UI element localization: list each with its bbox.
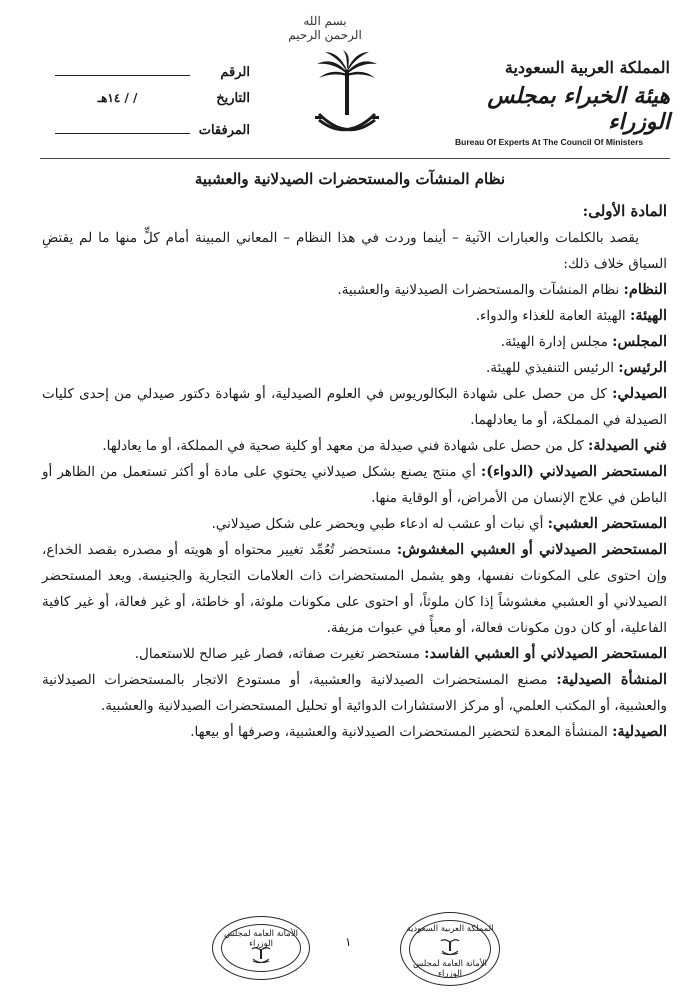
reference-fields	[45, 62, 250, 149]
definition-item	[42, 719, 667, 745]
emblem-icon	[251, 945, 271, 965]
definition-text: الرئيس التنفيذي للهيئة.	[486, 360, 614, 376]
definition-term: المستحضر الصيدلاني أو العشبي الفاسد:	[424, 645, 667, 662]
definition-text: مصنع المستحضرات الصيدلانية والعشبية، أو مستودع الاتجار بالمستحضرات الصيدلانية والعشبية، أو المكتب العلمي، أو مركز الاستشارات الدوائية أو تحليل المستحضرات الصيدلانية والعشبية.	[42, 672, 667, 714]
bureau-name-arabic: هيئة الخبراء بمجلس الوزراء	[487, 83, 670, 135]
definition-item	[42, 381, 667, 433]
definition-term: الصيدلي:	[612, 385, 667, 402]
definition-text: المنشأة المعدة لتحضير المستحضرات الصيدلانية والعشبية، وصرفها أو بيعها.	[190, 724, 608, 740]
number-field	[45, 62, 250, 91]
definition-term: المستحضر الصيدلاني أو العشبي المغشوش:	[396, 541, 667, 558]
official-seal-right	[400, 912, 500, 986]
definition-text: مستحضر تغيرت صفاته، فصار غير صالح للاستعمال.	[134, 646, 420, 662]
definition-term: الصيدلية:	[612, 723, 667, 740]
definition-term: فني الصيدلة:	[588, 437, 667, 454]
header-divider	[40, 158, 670, 159]
definition-term: المستحضر العشبي:	[547, 515, 667, 532]
definition-text: أي نبات أو عشب له ادعاء طبي ويحضر على شكل صيدلاني.	[211, 516, 544, 532]
definition-text: كل من حصل على شهادة البكالوريوس في العلوم الصيدلية، أو شهادة دكتور صيدلي من إحدى كليات الصيدلة في المملكة، أو ما يعادلهما.	[42, 386, 667, 428]
definition-term: المنشأة الصيدلية:	[556, 671, 667, 688]
number-line	[55, 62, 190, 76]
definition-item	[42, 355, 667, 381]
number-label: الرقم	[220, 65, 250, 80]
definition-term: المجلس:	[612, 333, 667, 350]
definition-item	[42, 277, 667, 303]
definition-item	[42, 303, 667, 329]
document-body	[42, 198, 667, 745]
definition-term: الهيئة:	[629, 307, 667, 324]
definition-item	[42, 537, 667, 641]
seal-right-bottom-text: الأمانة العامة لمجلس الوزراء	[412, 959, 488, 979]
definition-item	[42, 433, 667, 459]
kingdom-name: المملكة العربية السعودية	[504, 58, 670, 77]
definition-text: مجلس إدارة الهيئة.	[500, 334, 608, 350]
definition-term: المستحضر الصيدلاني (الدواء):	[480, 463, 667, 480]
definition-text: أي منتج يصنع بشكل صيدلاني يحتوي على مادة أو أكثر تستعمل من الظاهر أو الباطن في علاج الإنسان من الأمراض، أو الوقاية منها.	[42, 464, 667, 506]
article-title: المادة الأولى:	[582, 202, 667, 220]
seal-right-top-text: المملكة العربية السعودية	[406, 924, 494, 934]
attachments-line	[55, 120, 190, 134]
definition-text: كل من حصل على شهادة فني صيدلة من معهد أو كلية صحية في المملكة، أو ما يعادلها.	[102, 438, 584, 454]
document-title: نظام المنشآت والمستحضرات الصيدلانية والعشبية	[194, 170, 506, 188]
seal-left-text: الأمانة العامة لمجلس الوزراء	[223, 929, 299, 949]
date-value: / / ١٤هـ	[97, 91, 138, 105]
definition-text: الهيئة العامة للغذاء والدواء.	[475, 308, 626, 324]
basmala: بسم الله الرحمن الرحيم	[288, 14, 362, 42]
definition-item	[42, 329, 667, 355]
definition-item	[42, 511, 667, 537]
definition-term: الرئيس:	[618, 359, 667, 376]
definition-item	[42, 459, 667, 511]
emblem-icon	[440, 937, 460, 957]
definition-text: مستحضر تُعُمِّد تغيير محتواه أو هويته أو مصدره بقصد الخداع، وإن احتوى على المكونات نفسها، وهو يشمل المستحضرات ذات العلامات التجارية والجنيسة. ويعد المستحضر الصيدلاني أو العشبي مغشوشاً إذا كان ملوثاً، أو احتوى على مكونات ملوثة، أو خاطئة، أو غير فعالة، أو غير كافية الفاعلية، أو كان دون مكونات فعالة، أو معبأً في عبوات مزيفة.	[42, 542, 667, 636]
definition-term: النظام:	[623, 281, 667, 298]
bureau-header	[455, 58, 670, 147]
attachments-field	[45, 120, 250, 149]
official-seal-left	[212, 916, 310, 980]
date-field	[45, 91, 250, 120]
intro-paragraph: يقصد بالكلمات والعبارات الآتية – أينما وردت في هذا النظام – المعاني المبينة أمام كلٍّ منها ما لم يقتضِ السياق خلاف ذلك:	[42, 230, 667, 272]
definition-item	[42, 641, 667, 667]
attachments-label: المرفقات	[198, 123, 250, 138]
saudi-emblem-icon	[313, 50, 381, 145]
date-label: التاريخ	[216, 91, 250, 106]
page-number: ١	[345, 935, 352, 949]
definition-item	[42, 667, 667, 719]
definition-text: نظام المنشآت والمستحضرات الصيدلانية والعشبية.	[337, 282, 620, 298]
bureau-name-english: Bureau Of Experts At The Council Of Ministers	[455, 137, 644, 147]
